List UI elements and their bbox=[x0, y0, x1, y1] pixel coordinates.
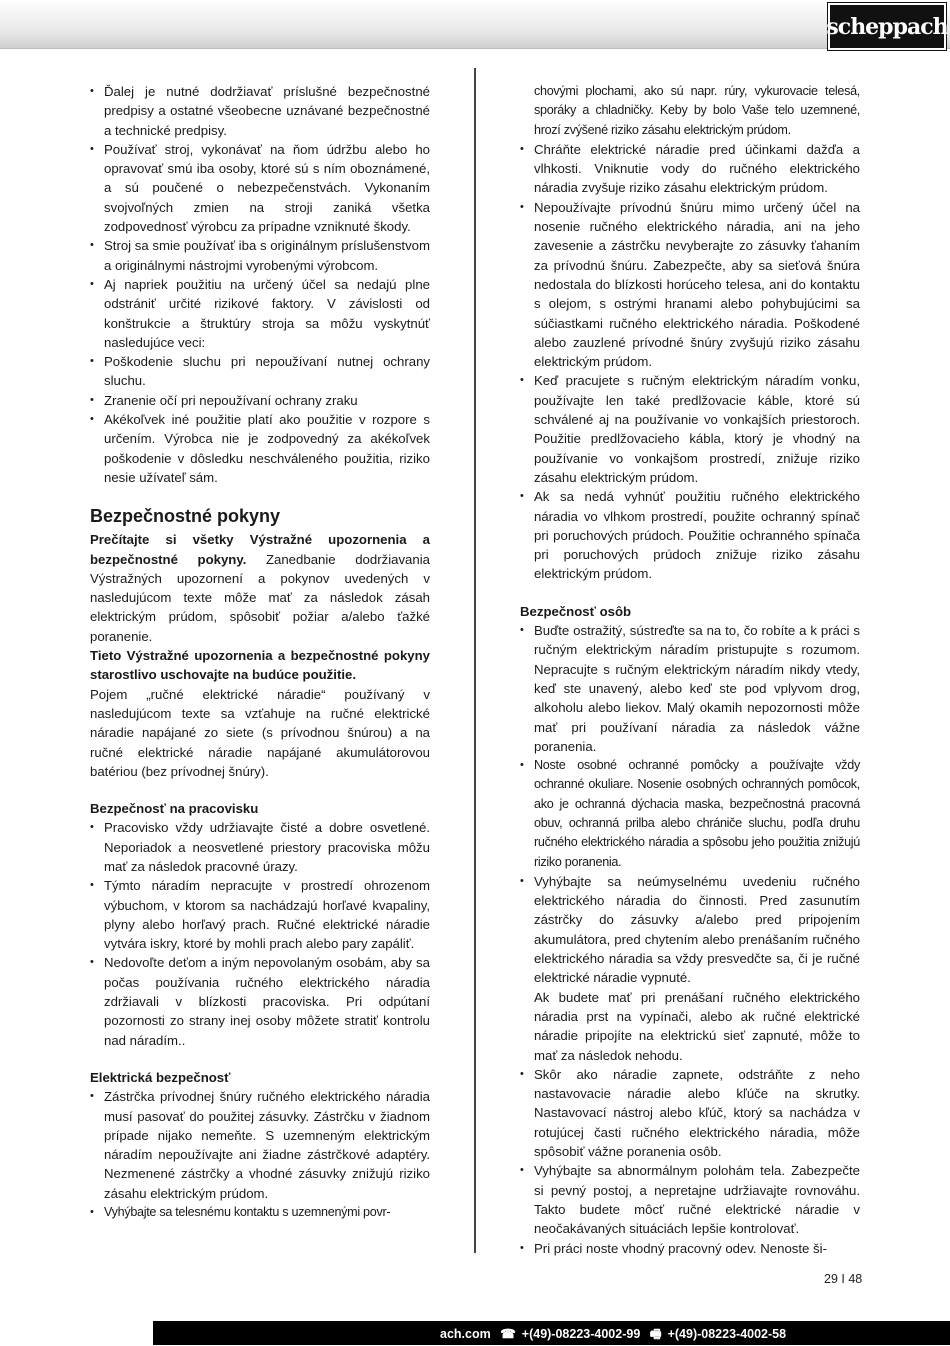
list-item: • Pri práci noste vhodný pracovný odev. Nenoste ši- bbox=[520, 1239, 860, 1258]
list-item: • Používať stroj, vykonávať na ňom údržbu alebo ho opravovať smú iba osoby, ktoré sú s ním oboznámené, a sú poučené o nebezpečenstvách. Vykonaním svojvoľných zmien na stroji zaniká všetka zodpovednosť výrobcu za prípadne vzniknuté škody. bbox=[90, 140, 430, 236]
read-text: Zanedbanie dodržiavania Výstražných upozornení a pokynov uvedených v nasledujúcom texte môže mať za následok zásah elektrickým prúdom, spôsobiť požiar a/alebo ťažké poranenie. bbox=[90, 551, 430, 644]
list-item: • Vyhýbajte sa telesnému kontaktu s uzemnenými povr- bbox=[90, 1203, 430, 1222]
header-bar bbox=[0, 0, 950, 49]
list-item: • Stroj sa smie používať iba s originálnym príslušenstvom a originálnymi nástrojmi vyrobenými výrobcom. bbox=[90, 236, 430, 275]
right-column bbox=[520, 82, 860, 1258]
term-paragraph: Pojem „ručné elektrické náradie“ používaný v nasledujúcom texte sa vzťahuje na ručné elektrické náradie napájané zo siete (s prívodnou šnúrou) a na ručné elektrické náradie napájané akumulátorovou batériou (bez prívodnej šnúry). bbox=[90, 686, 430, 779]
left-column bbox=[90, 82, 430, 1222]
brand-logo: scheppach bbox=[828, 3, 946, 50]
electrical-list bbox=[90, 1087, 430, 1222]
list-item: • Buďte ostražitý, sústreďte sa na to, čo robíte a k práci s ručným elektrickým náradím pristupujte s rozumom. Nepracujte s ručným elektrickým náradím nikdy vtedy, keď ste unavený, alebo keď ste pod vplyvom drog, alkoholu alebo liekov. Malý okamih nepozornosti môže mať pri používaní náradia za následok vážne poranenia. bbox=[520, 621, 860, 756]
keep-paragraph: Tieto Výstražné upozornenia a bezpečnostné pokyny starostlivo uschovajte na budúce použitie. bbox=[90, 648, 430, 683]
persons-heading: Bezpečnosť osôb bbox=[520, 603, 632, 619]
list-item: • Zranenie očí pri nepoužívaní ochrany zraku bbox=[90, 391, 430, 410]
list-item: • Chráňte elektrické náradie pred účinkami dažďa a vlhkosti. Vniknutie vody do ručného elektrického náradia zvyšuje riziko zásahu elektrickým prúdom. bbox=[520, 140, 860, 198]
footer-phone: +(49)-08223-4002-99 bbox=[521, 1327, 641, 1341]
electrical-list-continued bbox=[520, 82, 860, 584]
list-item: • Aj napriek použitiu na určený účel sa nedajú plne odstrániť určité rizikové faktory. V závislosti od konštrukcie a štruktúry stroja sa môžu vyskytnúť nasledujúce veci: bbox=[90, 275, 430, 352]
read-paragraph bbox=[90, 530, 430, 646]
phone-icon: ☎ bbox=[500, 1327, 516, 1341]
list-item: • Poškodenie sluchu pri nepoužívaní nutnej ochrany sluchu. bbox=[90, 352, 430, 391]
list-item: • Nepoužívajte prívodnú šnúru mimo určený účel na nosenie ručného elektrického náradia, ani na jeho zavesenie a zástrčku nevyberajte zo zásuvky ťahaním za prívodnú šnúru. Zabezpečte, aby sa sieťová šnúra nedostala do blízkosti horúceho telesa, ani do kontaktu s olejom, s ostrými hranami alebo pohybujúcimi sa súčiastkami ručného elektrického náradia. Poškodené alebo zauzlené prívodné šnúry zvyšujú riziko zásahu elektrickým prúdom. bbox=[520, 198, 860, 372]
footer-bar bbox=[0, 1321, 950, 1345]
footer-website[interactable]: ach.com bbox=[440, 1327, 491, 1341]
electrical-heading: Elektrická bezpečnosť bbox=[90, 1069, 231, 1085]
list-item: • Zástrčka prívodnej šnúry ručného elektrického náradia musí pasovať do použitej zásuvky. Zástrčku v žiadnom prípade nijako nemeňte. S uzemneným elektrickým náradím nepoužívajte ani žiadne zástrčkové adaptéry. Nezmenené zástrčky a vhodné zásuvky znižujú riziko zásahu elektrickým prúdom. bbox=[90, 1087, 430, 1203]
list-item: chovými plochami, ako sú napr. rúry, vykurovacie telesá, sporáky a chladničky. Keby by bolo Vaše telo uzemnené, hrozí zvýšené riziko zásahu elektrickým prúdom. bbox=[534, 84, 860, 137]
workplace-heading: Bezpečnosť na pracovisku bbox=[90, 801, 259, 817]
intro-list bbox=[90, 82, 430, 487]
fax-icon: 🖷 bbox=[649, 1327, 662, 1341]
safety-heading: Bezpečnostné pokyny bbox=[90, 506, 281, 527]
list-item: • Vyhýbajte sa neúmyselnému uvedeniu ručného elektrického náradia do činnosti. Pred zasunutím zástrčky do zásuvky a/alebo pred pripojením akumulátora, pred chytením alebo prenášaním ručného elektrického náradia sa vždy presvedčte sa, či je ručné elektrické náradie vypnuté. bbox=[520, 872, 860, 988]
list-item: • Keď pracujete s ručným elektrickým náradím vonku, používajte len také predlžovacie káble, ktoré sú schválené aj na používanie vo vonkajších priestoroch. Použitie predlžovacieho kábla, ktorý je vhodný na používanie vo vonkajšom prostredí, znižuje riziko zásahu elektrickým prúdom. bbox=[520, 371, 860, 487]
list-item: • Ďalej je nutné dodržiavať príslušné bezpečnostné predpisy a ostatné všeobecne uznávané bezpečnostné a technické predpisy. bbox=[90, 82, 430, 140]
footer-white-block bbox=[0, 1321, 153, 1345]
page-number: 29 I 48 bbox=[824, 1272, 863, 1286]
column-divider bbox=[474, 68, 476, 1253]
list-item: • Ak sa nedá vyhnúť použitiu ručného elektrického náradia vo vlhkom prostredí, použite ochranný spínač pri poruchových prúdoch. Použitie ochranného spínača pri poruchových prúdoch znižuje riziko zásahu elektrickým prúdom. bbox=[520, 487, 860, 583]
list-item: • Pracovisko vždy udržiavajte čisté a dobre osvetlené. Neporiadok a neosvetlené priestory pracoviska môžu mať za následok pracovné úrazy. bbox=[90, 818, 430, 876]
footer-contact bbox=[440, 1325, 792, 1346]
read-bold-text: Prečítajte si všetky Výstražné upozornenia a bezpečnostné pokyny. bbox=[90, 532, 430, 567]
list-item: • Týmto náradím nepracujte v prostredí ohrozenom výbuchom, v ktorom sa nachádzajú horľavé kvapaliny, plyny alebo horľavý prach. Ručné elektrické náradie vytvára iskry, ktoré by mohli prach alebo pary zapáliť. bbox=[90, 876, 430, 953]
list-item: • Vyhýbajte sa abnormálnym polohám tela. Zabezpečte si pevný postoj, a nepretajne udržiavajte rovnováhu. Takto budete môcť ručné elektrické náradie v neočakávaných situáciách lepšie kontrolovať. bbox=[520, 1161, 860, 1238]
list-item: • Skôr ako náradie zapnete, odstráňte z neho nastavovacie náradie alebo kľúče na skrutky. Nastavovací nástroj alebo kľúč, ktorý sa nachádza v rotujúcej časti ručného elektrického náradia, môže spôsobiť vážne poranenia osôb. bbox=[520, 1065, 860, 1161]
list-item: Ak budete mať pri prenášaní ručného elektrického náradia prst na vypínači, alebo ak ručné elektrické náradie pripojíte na elektrickú sieť zapnuté, môže to mať za následok nehodu. bbox=[534, 989, 860, 1063]
persons-list bbox=[520, 621, 860, 1258]
list-item: • Noste osobné ochranné pomôcky a používajte vždy ochranné okuliare. Nosenie osobných ochranných pomôcok, ako je ochranná dýchacia maska, bezpečnostná pracovná obuv, ochranná prilba alebo chrániče sluchu, podľa druhu ručného elektrického náradia a spôsobu jeho použitia znižujú riziko poranenia. bbox=[520, 756, 860, 872]
footer-fax: +(49)-08223-4002-58 bbox=[667, 1327, 787, 1341]
list-item: • Akékoľvek iné použitie platí ako použitie v rozpore s určením. Výrobca nie je zodpovedný za akékoľvek poškodenie v dôsledku neschváleného použitia, riziko nesie užívateľ sám. bbox=[90, 410, 430, 487]
list-item: • Nedovoľte deťom a iným nepovolaným osobám, aby sa počas používania ručného elektrického náradia zdržiavali v blízkosti pracoviska. Pri odpútaní pozornosti zo strany inej osoby môžete stratiť kontrolu nad náradím.. bbox=[90, 953, 430, 1049]
workplace-list bbox=[90, 818, 430, 1050]
